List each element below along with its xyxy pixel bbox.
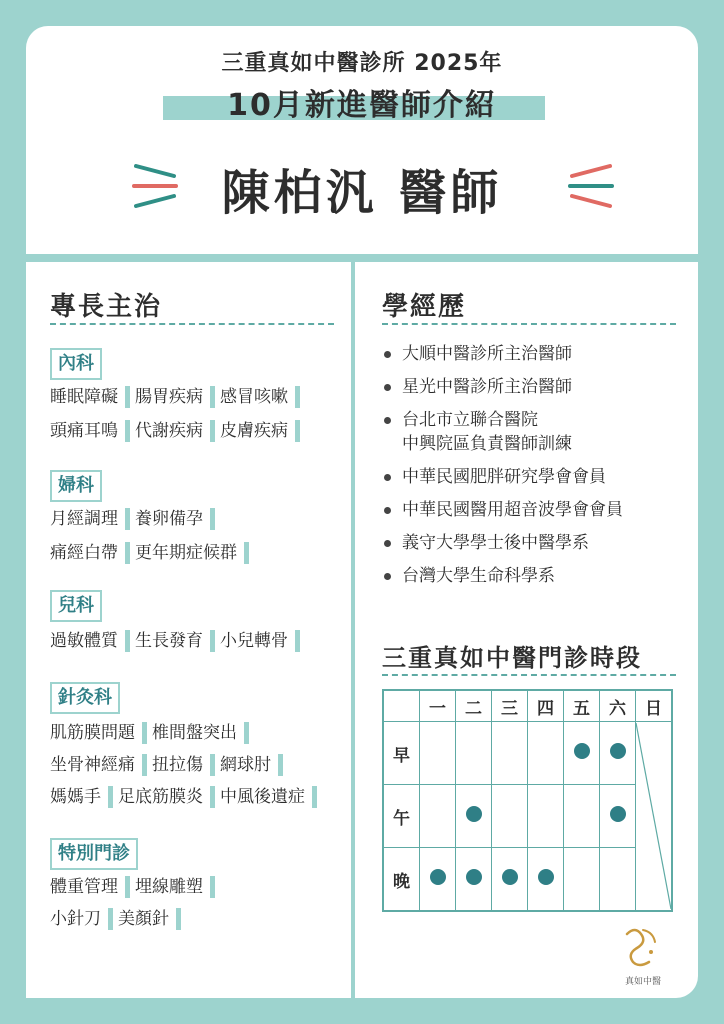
tag: 椎間盤突出 xyxy=(152,722,249,744)
tag: 小兒轉骨 xyxy=(220,630,300,652)
tag: 更年期症候群 xyxy=(135,542,249,564)
tag-row xyxy=(50,508,220,530)
closed-slash-icon xyxy=(636,723,671,909)
intro-title: 10月新進醫師介紹 xyxy=(227,88,497,123)
tag: 小針刀 xyxy=(50,908,113,930)
category-pediatrics: 兒科 xyxy=(50,590,102,622)
experience-divider xyxy=(382,323,676,325)
tag-row xyxy=(50,722,254,744)
schedule-title: 三重真如中醫門診時段 xyxy=(382,644,642,672)
clinic-hour-dot xyxy=(466,869,482,885)
specialties-card xyxy=(26,262,351,998)
tag-row xyxy=(50,420,305,442)
day-header: 一 xyxy=(420,690,456,722)
schedule-cell xyxy=(456,848,492,912)
slot-label: 早 xyxy=(383,722,420,785)
sunday-closed-cell xyxy=(636,722,673,912)
clinic-year-title: 三重真如中醫診所 2025年 xyxy=(221,51,503,76)
clinic-logo-icon xyxy=(617,922,665,972)
day-header: 六 xyxy=(600,690,636,722)
tag-row xyxy=(50,386,305,408)
clinic-hour-dot xyxy=(466,806,482,822)
schedule-cell xyxy=(420,848,456,912)
schedule-cell xyxy=(528,785,564,848)
doctor-name: 陳柏汎 醫師 xyxy=(221,165,503,221)
list-item: 中華民國醫用超音波學會會員 xyxy=(382,498,692,522)
schedule-corner xyxy=(383,690,420,722)
schedule-cell xyxy=(600,785,636,848)
list-item: 義守大學學士後中醫學系 xyxy=(382,531,692,555)
experience-title: 學經歷 xyxy=(382,292,467,322)
list-item: 大順中醫診所主治醫師 xyxy=(382,342,692,366)
tag-row xyxy=(50,754,288,776)
schedule-table xyxy=(382,689,673,912)
tag: 腸胃疾病 xyxy=(135,386,215,408)
tag: 體重管理 xyxy=(50,876,130,898)
day-header: 三 xyxy=(492,690,528,722)
tag: 養卵備孕 xyxy=(135,508,215,530)
tag: 感冒咳嗽 xyxy=(220,386,300,408)
schedule-cell xyxy=(456,722,492,785)
tag-row xyxy=(50,542,254,564)
schedule-cell xyxy=(456,785,492,848)
clinic-hour-dot xyxy=(538,869,554,885)
list-item xyxy=(382,408,692,456)
schedule-cell xyxy=(564,722,600,785)
category-internal-medicine: 內科 xyxy=(50,348,102,380)
tag-row xyxy=(50,786,322,808)
tag: 睡眠障礙 xyxy=(50,386,130,408)
tag-row xyxy=(50,630,305,652)
schedule-cell xyxy=(600,722,636,785)
clinic-hour-dot xyxy=(574,743,590,759)
tag: 代謝疾病 xyxy=(135,420,215,442)
day-header: 五 xyxy=(564,690,600,722)
list-item: 台灣大學生命科學系 xyxy=(382,564,692,588)
tag: 月經調理 xyxy=(50,508,130,530)
schedule-cell xyxy=(564,785,600,848)
tag: 扭拉傷 xyxy=(152,754,215,776)
burst-right-icon xyxy=(556,158,616,214)
experience-list xyxy=(382,342,692,597)
schedule-row-afternoon xyxy=(383,785,672,848)
schedule-divider xyxy=(382,674,676,676)
experience-card xyxy=(355,262,698,998)
category-acupuncture: 針灸科 xyxy=(50,682,120,714)
tag: 坐骨神經痛 xyxy=(50,754,147,776)
tag: 中風後遺症 xyxy=(220,786,317,808)
category-gynecology: 婦科 xyxy=(50,470,102,502)
schedule-row-evening xyxy=(383,848,672,912)
list-item-text: 台北市立聯合醫院 中興院區負責醫師訓練 xyxy=(402,410,572,454)
slot-label: 午 xyxy=(383,785,420,848)
tag: 網球肘 xyxy=(220,754,283,776)
tag: 生長發育 xyxy=(135,630,215,652)
schedule-header-row xyxy=(383,690,672,722)
day-header: 四 xyxy=(528,690,564,722)
list-item: 星光中醫診所主治醫師 xyxy=(382,375,692,399)
clinic-hour-dot xyxy=(610,743,626,759)
schedule-cell xyxy=(600,848,636,912)
tag: 肌筋膜問題 xyxy=(50,722,147,744)
category-special-clinic: 特別門診 xyxy=(50,838,138,870)
tag: 埋線雕塑 xyxy=(135,876,215,898)
schedule-cell xyxy=(564,848,600,912)
tag: 頭痛耳鳴 xyxy=(50,420,130,442)
schedule-cell xyxy=(528,848,564,912)
clinic-hour-dot xyxy=(430,869,446,885)
list-item: 中華民國肥胖研究學會會員 xyxy=(382,465,692,489)
tag: 媽媽手 xyxy=(50,786,113,808)
header-card xyxy=(26,26,698,254)
tag: 痛經白帶 xyxy=(50,542,130,564)
schedule-cell xyxy=(420,785,456,848)
day-header: 日 xyxy=(636,690,673,722)
schedule-cell xyxy=(492,848,528,912)
specialties-title: 專長主治 xyxy=(50,292,163,322)
schedule-cell xyxy=(492,722,528,785)
tag: 足底筋膜炎 xyxy=(118,786,215,808)
clinic-hour-dot xyxy=(610,806,626,822)
slot-label: 晚 xyxy=(383,848,420,912)
tag: 過敏體質 xyxy=(50,630,130,652)
schedule-cell xyxy=(492,785,528,848)
tag-row xyxy=(50,908,186,930)
tag: 美顏針 xyxy=(118,908,181,930)
day-header: 二 xyxy=(456,690,492,722)
clinic-hour-dot xyxy=(502,869,518,885)
logo-text: 真如中醫 xyxy=(625,977,662,987)
schedule-cell xyxy=(528,722,564,785)
tag: 皮膚疾病 xyxy=(220,420,300,442)
schedule-row-morning xyxy=(383,722,672,785)
specialties-divider xyxy=(50,323,334,325)
tag-row xyxy=(50,876,220,898)
schedule-cell xyxy=(420,722,456,785)
